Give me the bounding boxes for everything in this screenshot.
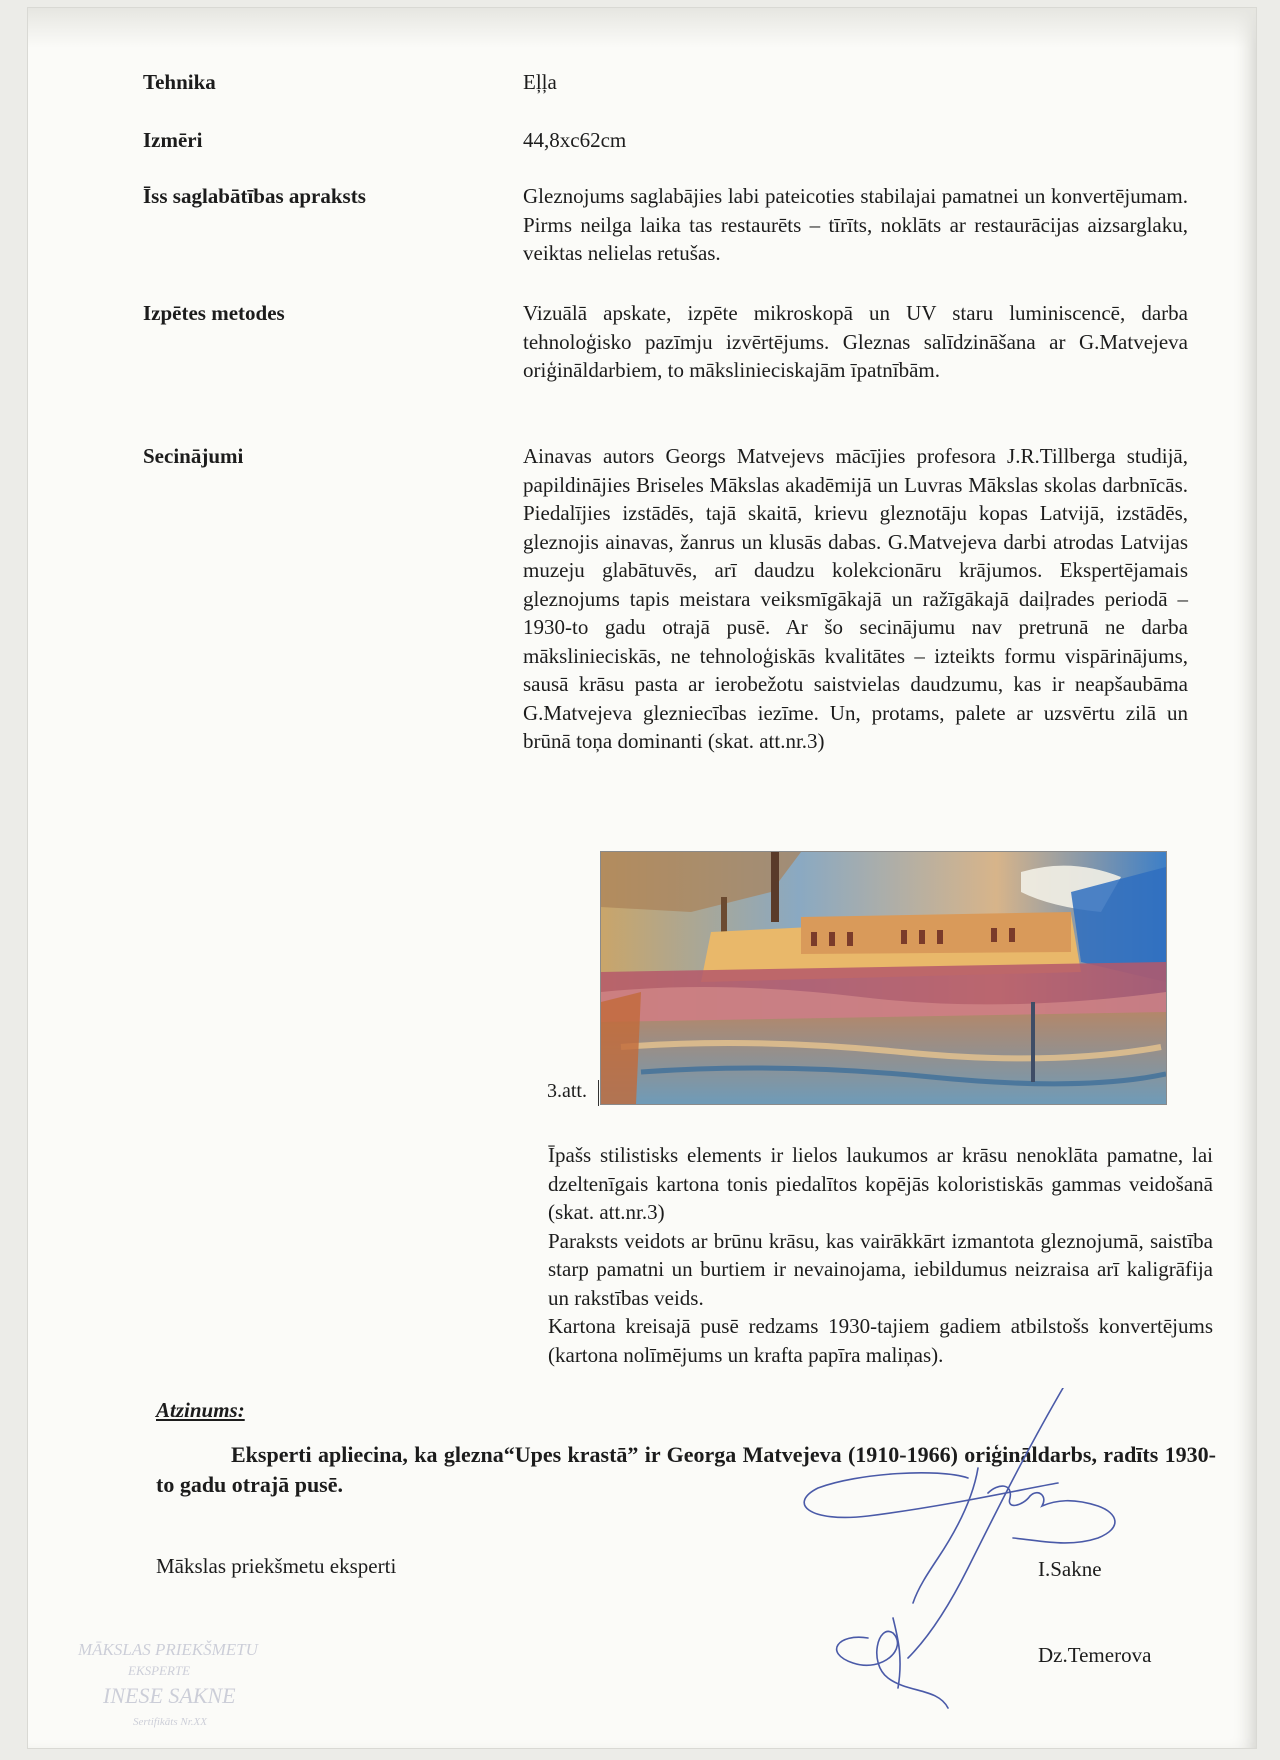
signatory-2: Dz.Temerova [1038, 1643, 1152, 1667]
figure-divider [598, 1080, 599, 1106]
paragraph: Kartona kreisajā pusē redzams 1930-tajiem gadiem atbilstošs konvertējums (kartona nolīmējums un krafta papīra maliņas). [548, 1314, 1213, 1367]
figure-caption: 3.att. [547, 1080, 587, 1102]
field-label: Izpētes metodes [143, 301, 285, 325]
svg-text:MĀKSLAS PRIEKŠMETU: MĀKSLAS PRIEKŠMETU [78, 1640, 258, 1659]
field-value: Ainavas autors Georgs Matvejevs mācījies profesora J.R.Tillberga studijā, papildinājies Briseles Mākslas akadēmijā un Luvras Mākslas skolas darbnīcās. Piedalījies izstādēs, tajā skaitā, krievu gleznotāju kopas Latvijā, izstādēs, gleznojis ainavas, žanrus un klusās dabas. G.Matvejeva darbi atrodas Latvijas muzeju glabātuvēs, arī daudzu kolekcionāru krājumos. Ekspertējamais gleznojums tapis meistara veiksmīgākajā un ražīgākajā daiļrades periodā – 1930-to gadu otrajā pusē. Ar šo secinājumu nav pretrunā ne darba mākslinieciskās, ne tehnoloģiskās kvalitātes – izteikts formu vispārinājums, sausā krāsu pasta ar ierobežotu saistvielas daudzumu, kas ir neapšaubāma G.Matvejeva glezniecības iezīme. Un, protams, palete ar uzsvērtu zilā un brūnā toņa dominanti (skat. att.nr.3) [523, 444, 1188, 753]
field-value: Gleznojums saglabājies labi pateicoties stabilajai pamatnei un konvertējumam. Pirms neilga laika tas restaurēts – tīrīts, noklāts ar restaurācijas aizsarglaku, veiktas nelielas retušas. [523, 184, 1188, 265]
field-label: Īss saglabātības apraksts [143, 184, 366, 208]
field-value: 44,8xc62cm [523, 128, 627, 152]
painting-image [600, 851, 1167, 1105]
experts-label: Mākslas priekšmetu eksperti [156, 1554, 397, 1578]
field-value: Eļļa [523, 70, 557, 94]
signature-icon [798, 1388, 1158, 1718]
paragraph: Paraksts veidots ar brūnu krāsu, kas vairākkārt izmantota gleznojumā, saistība starp pamatni un burtiem ir nevainojama, iebildumus neizraisa arī kaligrāfija un rakstības veids. [548, 1228, 1213, 1310]
signatory-1: I.Sakne [1038, 1557, 1102, 1581]
field-label: Secinājumi [143, 444, 244, 468]
conclusion-text: Eksperti apliecina, ka glezna“Upes krastā” ir Georga Matvejeva (1910-1966) oriģināldarbs, radīts 1930-to gadu otrajā pusē. [156, 1442, 1216, 1497]
conclusion-title: Atzinums: [156, 1398, 245, 1422]
after-figure-text [548, 1141, 1213, 1369]
document-page [28, 8, 1256, 1748]
svg-text:EKSPERTE: EKSPERTE [128, 1663, 191, 1678]
field-label: Izmēri [143, 128, 203, 152]
stamp-icon [73, 1633, 303, 1743]
field-value: Vizuālā apskate, izpēte mikroskopā un UV staru luminiscencē, darba tehnoloģisko pazīmju izvērtējums. Gleznas salīdzināšana ar G.Matvejeva oriģināldarbiem, to mākslinieciskajām īpatnībām. [523, 301, 1188, 382]
svg-text:Sertifikāts Nr.XX: Sertifikāts Nr.XX [133, 1716, 207, 1728]
field-label: Tehnika [143, 70, 216, 94]
paragraph: Īpašs stilistisks elements ir lielos laukumos ar krāsu nenoklāta pamatne, lai dzeltenīgais kartona tonis piedalītos kopējās koloristiskās gammas veidošanā (skat. att.nr.3) [548, 1143, 1213, 1224]
svg-text:INESE SAKNE: INESE SAKNE [103, 1683, 236, 1708]
